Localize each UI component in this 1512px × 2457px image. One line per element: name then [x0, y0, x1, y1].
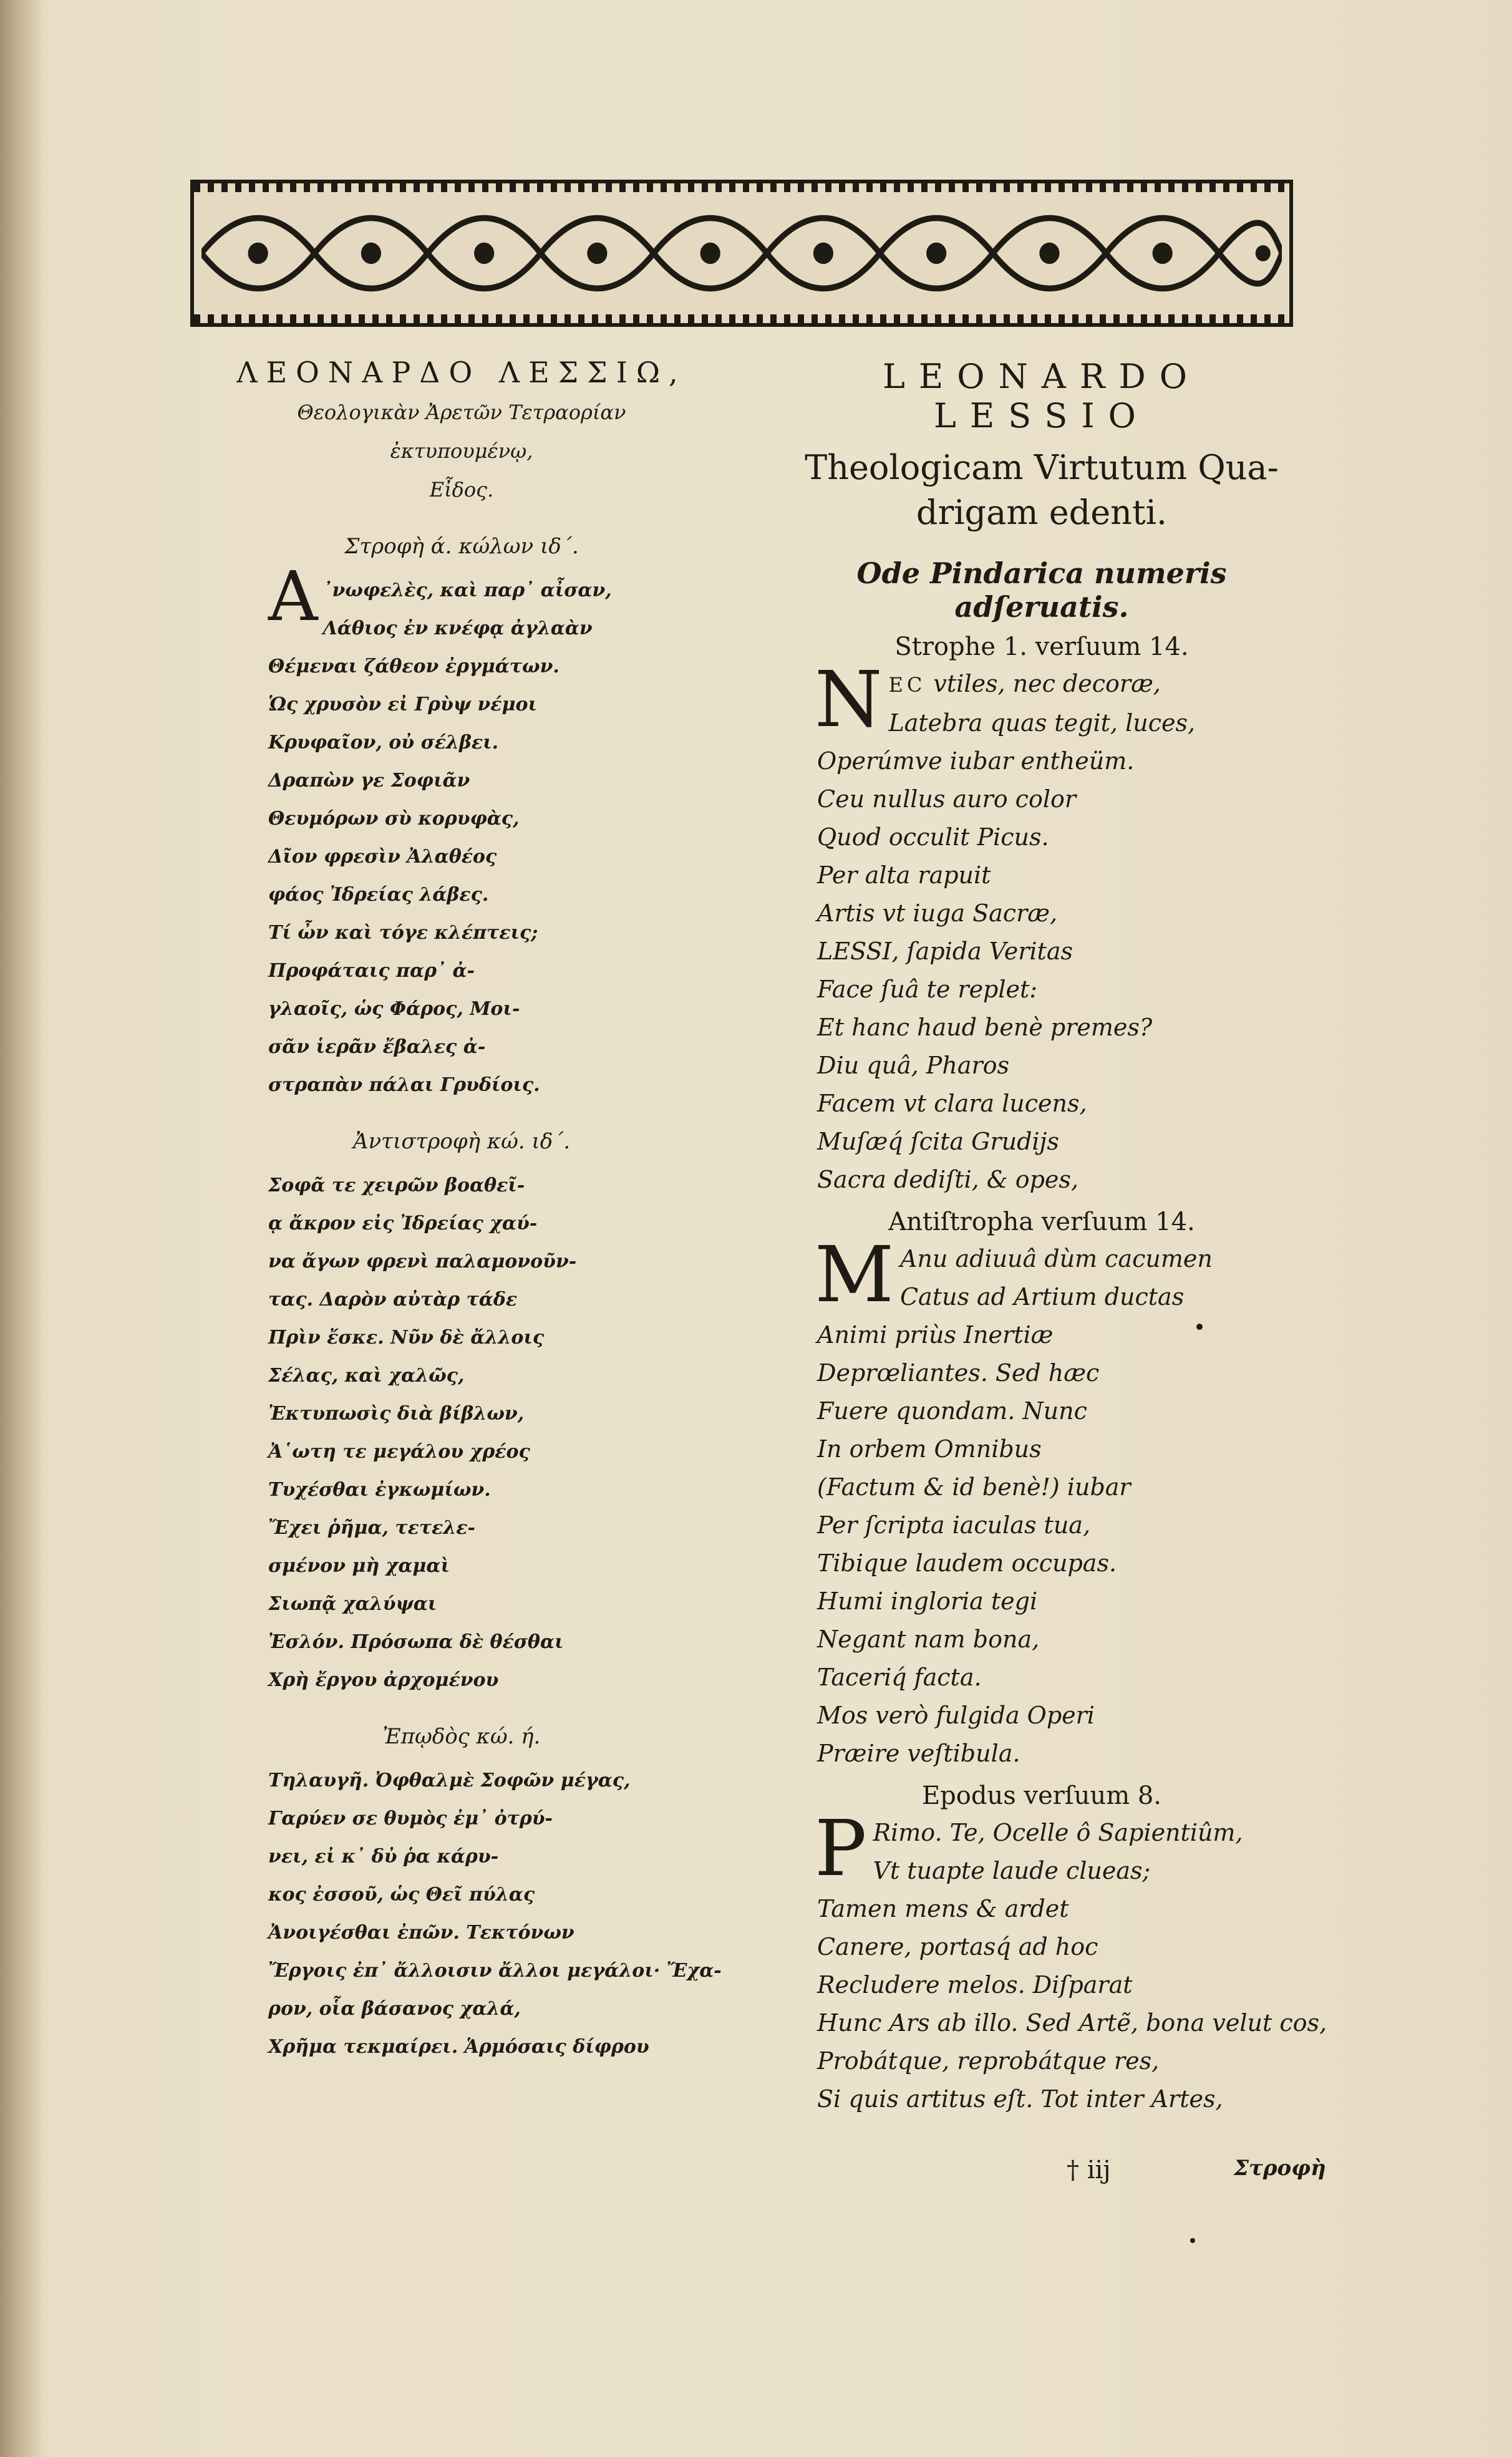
verse-line: Σιωπᾷ χαλύψαι [268, 1593, 437, 1615]
greek-subtitle-line: Εἶδος. [429, 478, 494, 502]
latin-subtitle [767, 445, 1316, 535]
verse-line: Δραπὼν γε Σοφιᾶν [268, 770, 470, 792]
verse-line: Γαρύεν σε θυμὸς ἐμ᾽ ὀτρύ- [268, 1808, 553, 1829]
latin-ode-heading: Ode Pindarica numeris adſeruatis. [856, 556, 1227, 624]
verse-line: Sacra dediſti, & opes, [817, 1166, 1078, 1193]
headpiece-pattern [201, 200, 1282, 307]
verse-line: Ceu nullus auro color [817, 785, 1077, 813]
verse-line: Ὡς χρυσὸν εἰ Γρὺψ νέμοι [268, 694, 537, 715]
catchword: Στροφὴ [1234, 2156, 1326, 2181]
small-caps-text: EC [888, 673, 926, 697]
greek-epode [268, 1762, 722, 2066]
verse-line: στραπὰν πάλαι Γρυδίοις. [268, 1074, 540, 1096]
verse-line: Τί ὦν καὶ τόγε κλέπτεις; [268, 922, 538, 944]
verse-line: In orbem Omnibus [817, 1435, 1042, 1463]
verse-line: Animi priùs Inertiæ [817, 1321, 1054, 1349]
verse-line: Negant nam bona, [817, 1626, 1040, 1653]
latin-strophe [815, 655, 1316, 1199]
greek-subtitle [212, 393, 711, 509]
verse-line: Mos verò fulgida Operi [817, 1702, 1095, 1729]
verse-line: ρον, οἷα βάσανος χαλά, [268, 1998, 521, 2020]
verse-line: Præire veſtibula. [817, 1740, 1020, 1767]
greek-title: ΛΕΟΝΑΡΔΟ ΛΕΣΣΙΩ, [236, 356, 687, 389]
verse-line: Probátque, reprobátque res, [817, 2047, 1160, 2075]
verse-line: Latebra quas tegit, luces, [888, 709, 1196, 737]
verse-line: Λάθιος ἐν κνέφᾳ ἀγλαὰν [322, 618, 593, 639]
verse-line: Quod occulit Picus. [817, 823, 1049, 851]
verse-line: Artis vt iuga Sacræ, [817, 899, 1058, 927]
verse-line: Per ſcripta iaculas tua, [817, 1511, 1091, 1539]
verse-line: γλαοῖς, ὡς Φάρος, Μοι- [268, 998, 520, 1020]
verse-line: LESSI, ſapida Veritas [817, 938, 1073, 965]
verse-line: Recludere melos. Diſparat [817, 1971, 1133, 1999]
greek-strophe [268, 556, 711, 1104]
latin-drop-capital: N [815, 655, 883, 745]
verse-line: κος ἐσσοῦ, ὡς Θεῖ πύλας [268, 1884, 535, 1906]
latin-epode [815, 1804, 1327, 2118]
verse-line: Κρυφαῖον, οὐ σέλβει. [268, 732, 499, 754]
verse-line: Fuere quondam. Nunc [817, 1397, 1087, 1425]
greek-epode-heading: Ἐπῳδὸς κώ. ή. [382, 1724, 541, 1749]
verse-line: τας. Δαρὸν αὐτὰρ τάδε [268, 1289, 518, 1311]
verse-line: Χρὴ ἔργου ἀρχομένου [268, 1669, 499, 1691]
latin-subtitle-line: drigam edenti. [916, 493, 1168, 532]
verse-line: Humi ingloria tegi [817, 1587, 1038, 1615]
latin-antistrophe [815, 1230, 1316, 1773]
verse-line: Σοφᾶ τε χειρῶν βοαθεῖ- [268, 1175, 525, 1196]
verse-line: Anu adiuuâ dùm cacumen [899, 1245, 1213, 1272]
verse-line: Facem vt clara lucens, [817, 1090, 1087, 1117]
verse-line: Tamen mens & ardet [817, 1895, 1069, 1922]
verse-line: Τηλαυγῆ. Ὀφθαλμὲ Σοφῶν μέγας, [268, 1770, 631, 1791]
verse-line: Θευμόρων σὺ κορυφὰς, [268, 808, 520, 830]
verse-line: Diu quâ, Pharos [817, 1052, 1010, 1079]
verse-line: Χρῆμα τεκμαίρει. Ἁρμόσαις δίφρου [268, 2036, 649, 2058]
verse-line: ᾽νωφελὲς, καὶ παρ᾽ αἶσαν, [322, 579, 612, 601]
verse-line: Vt tuapte laude clueas; [873, 1857, 1151, 1884]
verse-line: Operúmve iubar entheüm. [817, 747, 1135, 775]
verse-line: Per alta rapuit [817, 861, 991, 889]
ink-speck [1196, 1324, 1203, 1330]
verse-line: (Factum & id benè!) iubar [817, 1473, 1131, 1501]
verse-line: Canere, portasq́ ad hoc [817, 1933, 1098, 1960]
verse-line: Catus ad Artium ductas [899, 1283, 1185, 1311]
verse-line: Et hanc haud benè premes? [817, 1014, 1153, 1041]
verse-line: Tibique laudem occupas. [817, 1549, 1117, 1577]
verse-line: νει, εἰ κ᾽ δὐ ῥα κάρυ- [268, 1846, 499, 1868]
latin-title: LEONARDO LESSIO [882, 357, 1201, 435]
verse-line: Ἔργοις ἐπ᾽ ἄλλοισιν ἄλλοι μεγάλοι· Ἔχα- [268, 1960, 722, 1982]
latin-drop-capital: M [815, 1230, 894, 1320]
greek-subtitle-line: ἐκτυπουμένῳ, [390, 439, 533, 463]
verse-line: Rimo. Te, Ocelle ô Sapientiûm, [873, 1819, 1243, 1846]
greek-antistrophe-heading: Ἀντιστροφὴ κώ. ιδ΄. [352, 1129, 571, 1154]
verse-line: Hunc Ars ab illo. Sed Artẽ, bona velut cos, [817, 2009, 1327, 2037]
verse-line: σᾶν ἱερᾶν ἔβαλες ἀ- [268, 1036, 486, 1058]
greek-strophe-heading: Στροφὴ ά. κώλων ιδ΄. [344, 534, 579, 559]
verse-line: Πρὶν ἔσκε. Νῦν δὲ ἄλλοις [268, 1327, 545, 1349]
verse-line: Deprœliantes. Sed hæc [817, 1359, 1100, 1387]
verse-line: σμένον μὴ χαμαὶ [268, 1555, 450, 1577]
signature-mark: † iij [1067, 2156, 1111, 2184]
greek-column [212, 349, 722, 2066]
greek-antistrophe [268, 1166, 711, 1699]
latin-column [767, 349, 1327, 2118]
verse-line: Σέλας, καὶ χαλῶς, [268, 1365, 465, 1387]
latin-strophe-heading: Strophe 1. verſuum 14. [894, 632, 1189, 661]
verse-line: Θέμεναι ζάθεον ἐργμάτων. [268, 656, 560, 677]
verse-line: Ἔχει ῥῆμα, τετελε- [268, 1517, 475, 1539]
verse-line: φάος Ἰδρείας λάβες. [268, 884, 489, 906]
verse-line: Ἀνοιγέσθαι ἐπῶν. Τεκτόνων [268, 1922, 574, 1944]
latin-epode-heading: Epodus verſuum 8. [921, 1781, 1162, 1810]
verse-text: vtiles, nec decoræ, [926, 670, 1161, 697]
latin-antistrophe-heading: Antiſtropha verſuum 14. [888, 1208, 1195, 1236]
verse-line: ᾳ ἄκρον εἰς Ἰδρείας χαύ- [268, 1213, 538, 1234]
greek-subtitle-line: Θεολογικὰν Ἀρετῶν Τετραορίαν [297, 400, 626, 424]
verse-line: Muſæq́ ſcita Grudijs [817, 1128, 1059, 1155]
verse-line: Ἀ῾ωτη τε μεγάλου χρέος [268, 1441, 530, 1463]
verse-line: Ἐκτυπωσὶς διὰ βίβλων, [268, 1403, 525, 1425]
greek-drop-capital: Α [268, 556, 318, 636]
verse-line: να ἄγων φρενὶ παλαμονοῦν- [268, 1251, 577, 1272]
ornamental-headpiece [190, 180, 1293, 327]
latin-drop-capital: P [815, 1804, 867, 1894]
verse-line: Προφάταις παρ᾽ ἀ- [268, 960, 475, 982]
ink-speck [1190, 2238, 1195, 2243]
verse-line [817, 665, 1316, 704]
verse-line: Ἐσλόν. Πρόσωπα δὲ θέσθαι [268, 1631, 564, 1653]
verse-line: Τυχέσθαι ἐγκωμίων. [268, 1479, 491, 1501]
gutter-shadow [0, 0, 44, 2457]
verse-line: Δῖον φρεσὶν Ἀλαθέος [268, 846, 497, 868]
verse-line: Taceriq́ facta. [817, 1664, 982, 1691]
latin-subtitle-line: Theologicam Virtutum Qua- [805, 448, 1279, 487]
verse-line: Face ſuâ te replet: [817, 976, 1038, 1003]
verse-line: Si quis artitus eſt. Tot inter Artes, [817, 2085, 1223, 2113]
